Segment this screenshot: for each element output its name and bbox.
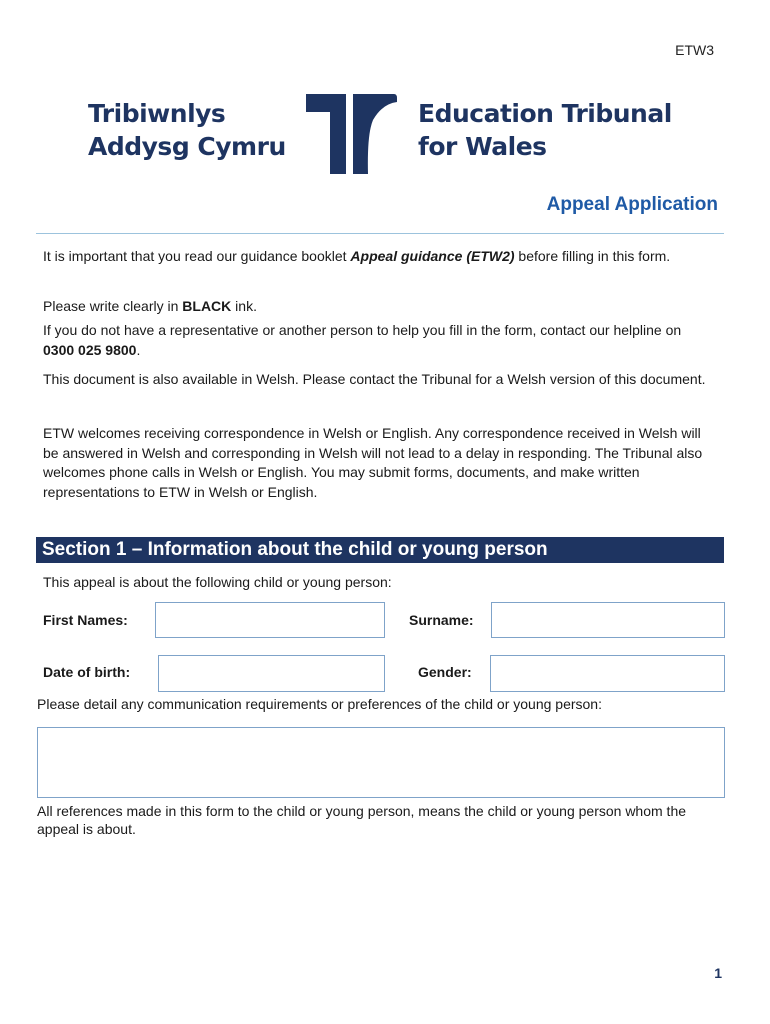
gender-label: Gender: <box>418 664 472 680</box>
first-names-field[interactable] <box>155 602 385 638</box>
first-names-label: First Names: <box>43 612 128 628</box>
section-1-lead: This appeal is about the following child or young person: <box>43 574 392 590</box>
page-title: Appeal Application <box>546 194 718 215</box>
page-number: 1 <box>714 965 722 981</box>
surname-field[interactable] <box>491 602 725 638</box>
logo-english-line-1: Education Tribunal <box>418 99 672 128</box>
surname-label: Surname: <box>409 612 474 628</box>
guidance-booklet-name: Appeal guidance (ETW2) <box>350 248 515 264</box>
section-1-heading: Section 1 – Information about the child or young person <box>36 537 724 563</box>
helpline-text-start: If you do not have a representative or another person to help you fill in the form, contact our helpline on <box>43 322 682 338</box>
welsh-language-paragraph: ETW welcomes receiving correspondence in Welsh or English. Any correspondence received in Welsh will be answered in Welsh and corresponding in Welsh will not lead to a delay in responding. The Tribunal also welcomes phone calls in Welsh or English. You may submit forms, documents, and make written representations to ETW in Welsh or English. <box>43 425 703 500</box>
communication-requirements-prompt: Please detail any communication requirements or preferences of the child or young person: <box>37 696 602 712</box>
ink-instruction <box>43 297 715 317</box>
helpline-text-end: . <box>136 341 141 358</box>
communication-requirements-field[interactable] <box>37 727 725 798</box>
logo-welsh-line-1: Tribiwnlys <box>88 99 226 128</box>
definition-note: All references made in this form to the child or young person, means the child or young person whom the appeal is about. <box>37 803 687 837</box>
date-of-birth-field[interactable] <box>158 655 385 692</box>
ink-text-start: Please write clearly in <box>43 298 183 314</box>
logo-welsh-line-2: Addysg Cymru <box>88 132 286 161</box>
title-divider <box>36 233 724 234</box>
ink-colour: BLACK <box>182 298 232 314</box>
guidance-text-start: It is important that you read our guidance booklet <box>43 248 351 264</box>
guidance-paragraph <box>43 247 715 267</box>
logo-english-line-2: for Wales <box>418 132 547 161</box>
gender-field[interactable] <box>490 655 725 692</box>
form-code: ETW3 <box>675 42 714 58</box>
tribunal-logo-mark-icon <box>302 94 398 174</box>
date-of-birth-label: Date of birth: <box>43 664 131 680</box>
helpline-number: 0300 025 9800 <box>43 341 137 358</box>
welsh-version-paragraph: This document is also available in Welsh. Please contact the Tribunal for a Welsh version of this document. <box>43 371 706 387</box>
logo-welsh-name <box>88 97 286 163</box>
guidance-text-end: before filling in this form. <box>514 248 671 264</box>
helpline-paragraph <box>43 321 715 360</box>
logo-english-name <box>418 97 672 163</box>
ink-text-end: ink. <box>231 298 257 314</box>
